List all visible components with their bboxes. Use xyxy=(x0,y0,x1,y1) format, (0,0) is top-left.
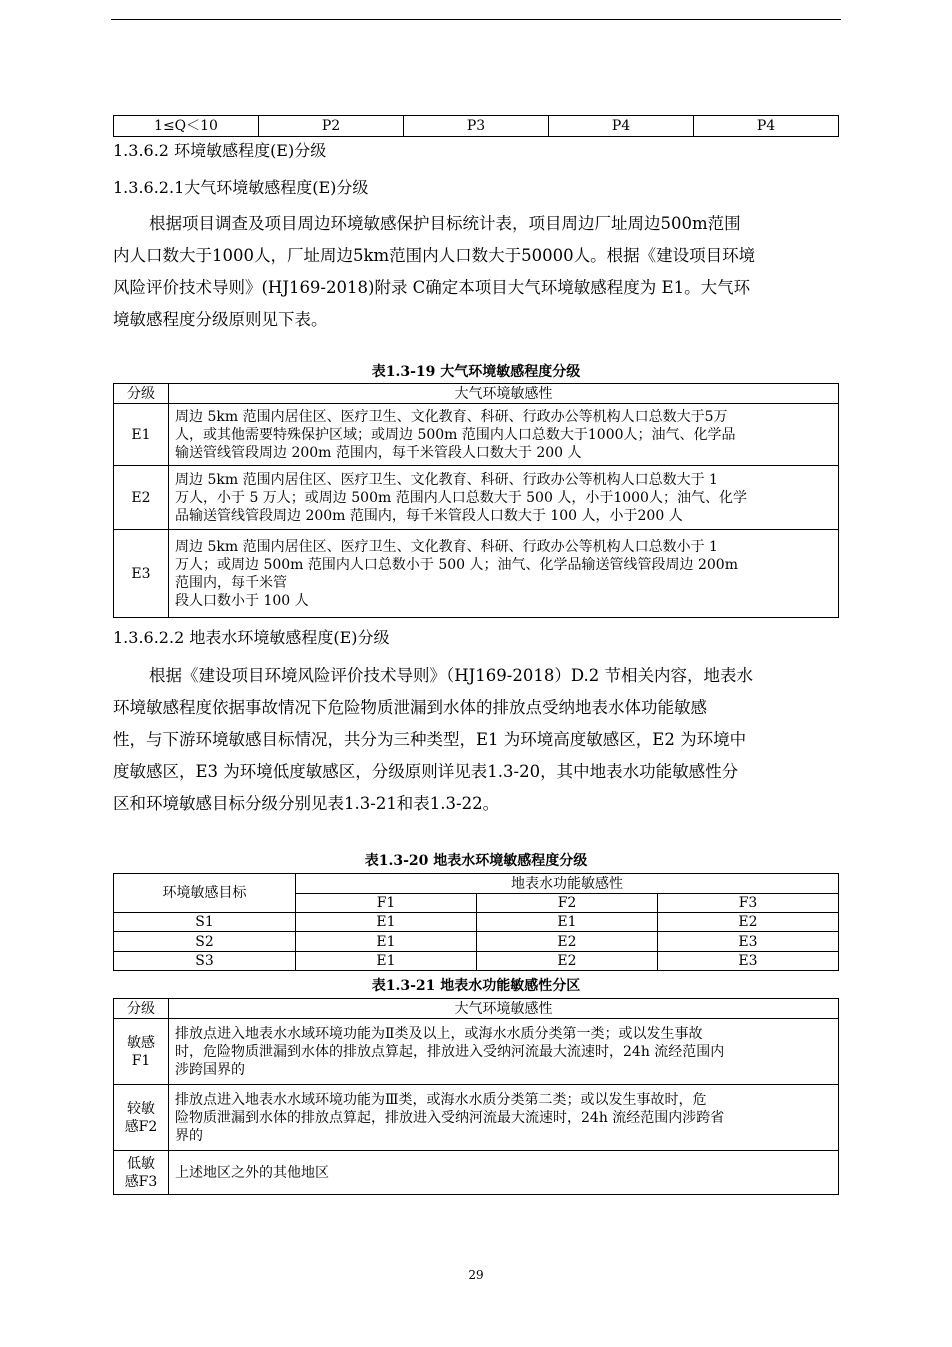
desc-line: 品输送管线管段周边 200m 范围内，每千米管段人口数大于 100 人，小于200 人 xyxy=(175,507,683,524)
table-1-3-19 xyxy=(113,383,839,618)
desc-line: 周边 5km 范围内居住区、医疗卫生、文化教育、科研、行政办公等机构人口总数大于5万 xyxy=(175,408,728,425)
table-row xyxy=(114,913,839,932)
table-cell: E1 xyxy=(477,913,658,932)
header-cell: 大气环境敏感性 xyxy=(169,384,839,404)
desc-cell xyxy=(169,1019,839,1085)
table-cell: P3 xyxy=(404,116,549,137)
header-rule xyxy=(111,19,841,20)
paragraph-line: 环境敏感程度依据事故情况下危险物质泄漏到水体的排放点受纳地表水体功能敏感 xyxy=(113,698,707,717)
table-cell: E3 xyxy=(658,952,839,971)
grade-cell xyxy=(114,1019,169,1085)
paragraph-line: 根据项目调查及项目周边环境敏感保护目标统计表，项目周边厂址周边500m范围 xyxy=(149,214,741,233)
desc-line: 上述地区之外的其他地区 xyxy=(175,1164,329,1181)
table-cell: P2 xyxy=(259,116,404,137)
desc-line: 人，或其他需要特殊保护区域；或周边 500m 范围内人口总数大于1000人；油气、化学品 xyxy=(175,426,736,443)
grade-cell xyxy=(114,1085,169,1151)
paragraph-line: 内人口数大于1000人，厂址周边5km范围内人口数大于50000人。根据《建设项目环境 xyxy=(113,246,756,265)
desc-line: 界的 xyxy=(175,1127,203,1144)
desc-line: 万人，小于 5 万人；或周边 500m 范围内人口总数大于 500 人，小于1000人；油气、化学 xyxy=(175,489,747,506)
paragraph-line: 根据《建设项目环境风险评价技术导则》（HJ169-2018）D.2 节相关内容，地表水 xyxy=(149,666,753,685)
desc-line: 输送管线管段周边 200m 范围内，每千米管段人口数大于 200 人 xyxy=(175,444,582,461)
section-heading: 1.3.6.2 环境敏感程度(E)分级 xyxy=(113,141,327,160)
table-header-row xyxy=(114,999,839,1019)
subsection-heading: 1.3.6.2.1大气环境敏感程度(E)分级 xyxy=(113,178,369,197)
desc-line: 周边 5km 范围内居住区、医疗卫生、文化教育、科研、行政办公等机构人口总数小于 1 xyxy=(175,538,718,555)
grade-cell: E3 xyxy=(114,530,169,618)
page-number: 29 xyxy=(468,1268,484,1282)
table-row xyxy=(114,116,839,137)
grade-line: 敏感 xyxy=(127,1034,155,1051)
desc-line: 涉跨国界的 xyxy=(175,1061,245,1078)
table-cell: P4 xyxy=(549,116,694,137)
desc-line: 周边 5km 范围内居住区、医疗卫生、文化教育、科研、行政办公等机构人口总数大于 1 xyxy=(175,471,718,488)
continued-table xyxy=(113,115,839,137)
table-1-3-20 xyxy=(113,873,839,971)
paragraph-line: 度敏感区，E3 为环境低度敏感区，分级原则详见表1.3-20，其中地表水功能敏感性分 xyxy=(113,762,739,781)
table-cell: E3 xyxy=(658,932,839,952)
grade-cell xyxy=(114,1151,169,1195)
table-row xyxy=(114,932,839,952)
desc-cell xyxy=(169,1085,839,1151)
header-cell: F3 xyxy=(658,894,839,913)
desc-cell xyxy=(169,530,839,618)
table-row xyxy=(114,1085,839,1151)
grade-line: F1 xyxy=(131,1052,151,1069)
desc-cell xyxy=(169,1151,839,1195)
table-header-row xyxy=(114,384,839,404)
table-caption: 表1.3-20 地表水环境敏感程度分级 xyxy=(364,853,588,869)
grade-cell: E2 xyxy=(114,466,169,530)
header-cell: 分级 xyxy=(114,999,169,1019)
grade-cell: E1 xyxy=(114,404,169,466)
header-cell: F1 xyxy=(296,894,477,913)
table-header-row xyxy=(114,874,839,894)
grade-line: 感F3 xyxy=(124,1173,158,1190)
subsection-heading: 1.3.6.2.2 地表水环境敏感程度(E)分级 xyxy=(113,628,390,647)
header-cell: F2 xyxy=(477,894,658,913)
table-row xyxy=(114,530,839,618)
table-row xyxy=(114,1151,839,1195)
desc-cell xyxy=(169,404,839,466)
table-cell: E2 xyxy=(477,932,658,952)
grade-line: 低敏 xyxy=(127,1155,155,1172)
desc-line: 险物质泄漏到水体的排放点算起，排放进入受纳河流最大流速时，24h 流经范围内涉跨省 xyxy=(175,1109,725,1126)
table-row xyxy=(114,404,839,466)
paragraph-air xyxy=(113,208,831,336)
desc-line: 范围内，每千米管 xyxy=(175,574,287,591)
table-cell: S3 xyxy=(114,952,296,971)
table-cell: 1≤Q＜10 xyxy=(114,116,259,137)
paragraph-line: 性，与下游环境敏感目标情况，共分为三种类型，E1 为环境高度敏感区，E2 为环境中 xyxy=(113,730,747,749)
grade-line: 感F2 xyxy=(124,1118,158,1135)
table-cell: P4 xyxy=(694,116,839,137)
desc-line: 排放点进入地表水水域环境功能为Ⅲ类，或海水水质分类第二类；或以发生事故时，危 xyxy=(175,1091,707,1108)
table-cell: E1 xyxy=(296,952,477,971)
table-caption: 表1.3-21 地表水功能敏感性分区 xyxy=(371,978,581,994)
table-row xyxy=(114,952,839,971)
desc-line: 排放点进入地表水水域环境功能为Ⅱ类及以上，或海水水质分类第一类；或以发生事故 xyxy=(175,1025,703,1042)
table-cell: E2 xyxy=(477,952,658,971)
paragraph-line: 区和环境敏感目标分级分别见表1.3-21和表1.3-22。 xyxy=(113,794,500,813)
header-cell: 大气环境敏感性 xyxy=(169,999,839,1019)
desc-cell xyxy=(169,466,839,530)
table-cell: S2 xyxy=(114,932,296,952)
grade-line: 较敏 xyxy=(127,1100,155,1117)
table-row xyxy=(114,1019,839,1085)
paragraph-line: 风险评价技术导则》(HJ169-2018)附录 C确定本项目大气环境敏感程度为 E1。大气环 xyxy=(113,278,751,297)
header-cell: 分级 xyxy=(114,384,169,404)
table-cell: S1 xyxy=(114,913,296,932)
desc-line: 时，危险物质泄漏到水体的排放点算起，排放进入受纳河流最大流速时，24h 流经范围内 xyxy=(175,1043,725,1060)
table-caption: 表1.3-19 大气环境敏感程度分级 xyxy=(371,364,581,380)
table-cell: E1 xyxy=(296,932,477,952)
paragraph-line: 境敏感程度分级原则见下表。 xyxy=(113,310,328,329)
header-cell: 地表水功能敏感性 xyxy=(296,874,839,894)
table-cell: E2 xyxy=(658,913,839,932)
desc-line: 万人；或周边 500m 范围内人口总数小于 500 人；油气、化学品输送管线管段周边 200m xyxy=(175,556,738,573)
paragraph-surface-water xyxy=(113,660,831,820)
desc-line: 段人口数小于 100 人 xyxy=(175,592,309,609)
table-cell: E1 xyxy=(296,913,477,932)
header-cell: 环境敏感目标 xyxy=(114,874,296,913)
table-1-3-21 xyxy=(113,998,839,1195)
table-row xyxy=(114,466,839,530)
